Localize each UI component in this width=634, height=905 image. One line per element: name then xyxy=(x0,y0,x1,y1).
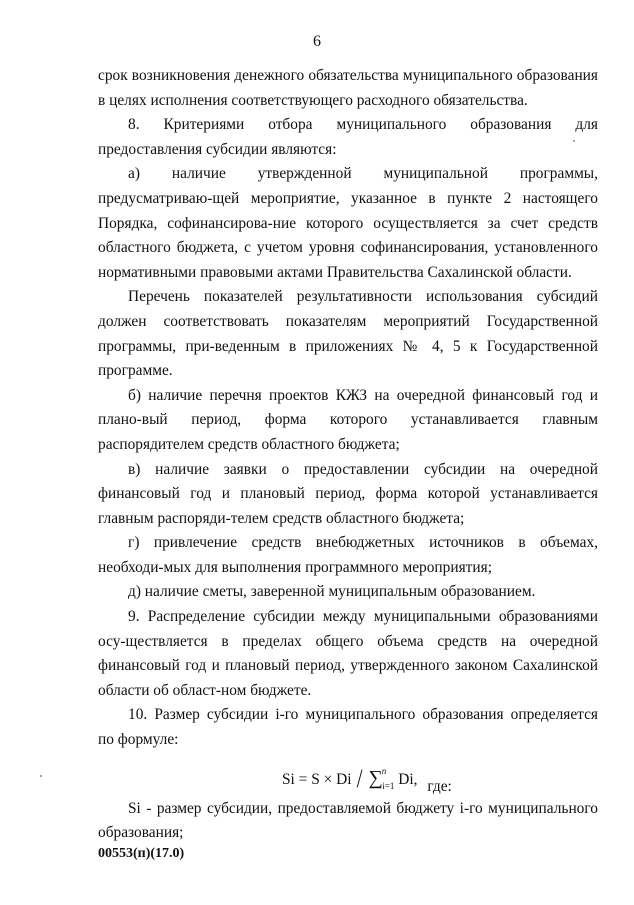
document-code: 00553(п)(17.0) xyxy=(98,846,185,861)
paragraph: 8. Критериями отбора муниципального образования для предоставления субсидии являются: xyxy=(98,116,598,158)
paragraph: Перечень показателей результативности использования субсидий должен соответствовать показателям мероприятий Государственной программы, при-веденным в приложениях № 4, 5 к Государственной программе. xyxy=(98,288,598,380)
division-slash: / xyxy=(357,763,363,793)
paragraph: а) наличие утвержденной муниципальной программы, предусматриваю-щей мероприятие, указанное в пункте 2 настоящего Порядка, софинансирова-ние которого осуществляется за счет средств областного бюджета, с учетом уровня софинансирования, установленного нормативными правовыми актами Правительства Сахалинской области. xyxy=(98,165,598,281)
subsidy-formula xyxy=(98,759,598,793)
sum-upper-limit: n xyxy=(381,765,387,776)
paragraph: 9. Распределение субсидии между муниципальными образованиями осу-ществляется в пределах общего объема средств на очередной финансовый год и плановый период, утвержденного законом Сахалинской области об област-ном бюджете. xyxy=(98,608,598,699)
paragraph: срок возникновения денежного обязательства муниципального образования в целях исполнения соответствующего расходного обязательства. xyxy=(98,67,598,109)
formula-lhs: Si = S × Di xyxy=(282,770,352,788)
paragraph: 10. Размер субсидии i-го муниципального образования определяется по формуле: xyxy=(98,706,598,749)
formula-rhs: Di, xyxy=(398,770,418,788)
paragraph: в) наличие заявки о предоставлении субсидии на очередной финансовый год и плановый период, форма которой устанавливается главным распоряди-телем средств областного бюджета; xyxy=(98,460,598,527)
page-number: 6 xyxy=(313,33,321,50)
paragraph: б) наличие перечня проектов КЖЗ на очередной финансовый год и плано-вый период, форма которого устанавливается главным распорядителем средств областного бюджета; xyxy=(98,386,598,453)
definition-paragraph: Si - размер субсидии, предоставляемой бюджету i-го муниципального образования; xyxy=(98,799,598,842)
paragraph: д) наличие сметы, заверенной муниципальным образованием. xyxy=(128,583,536,601)
scan-speck xyxy=(573,140,575,142)
paragraph: г) привлечение средств внебюджетных источников в объемах, необходи-мых для выполнения программного мероприятия; xyxy=(98,534,598,576)
sum-lower-limit: i=1 xyxy=(382,780,395,791)
sum-symbol: ∑ xyxy=(368,766,383,789)
document-body xyxy=(98,64,598,846)
scan-speck xyxy=(40,775,42,777)
formula-where: где: xyxy=(427,777,452,795)
